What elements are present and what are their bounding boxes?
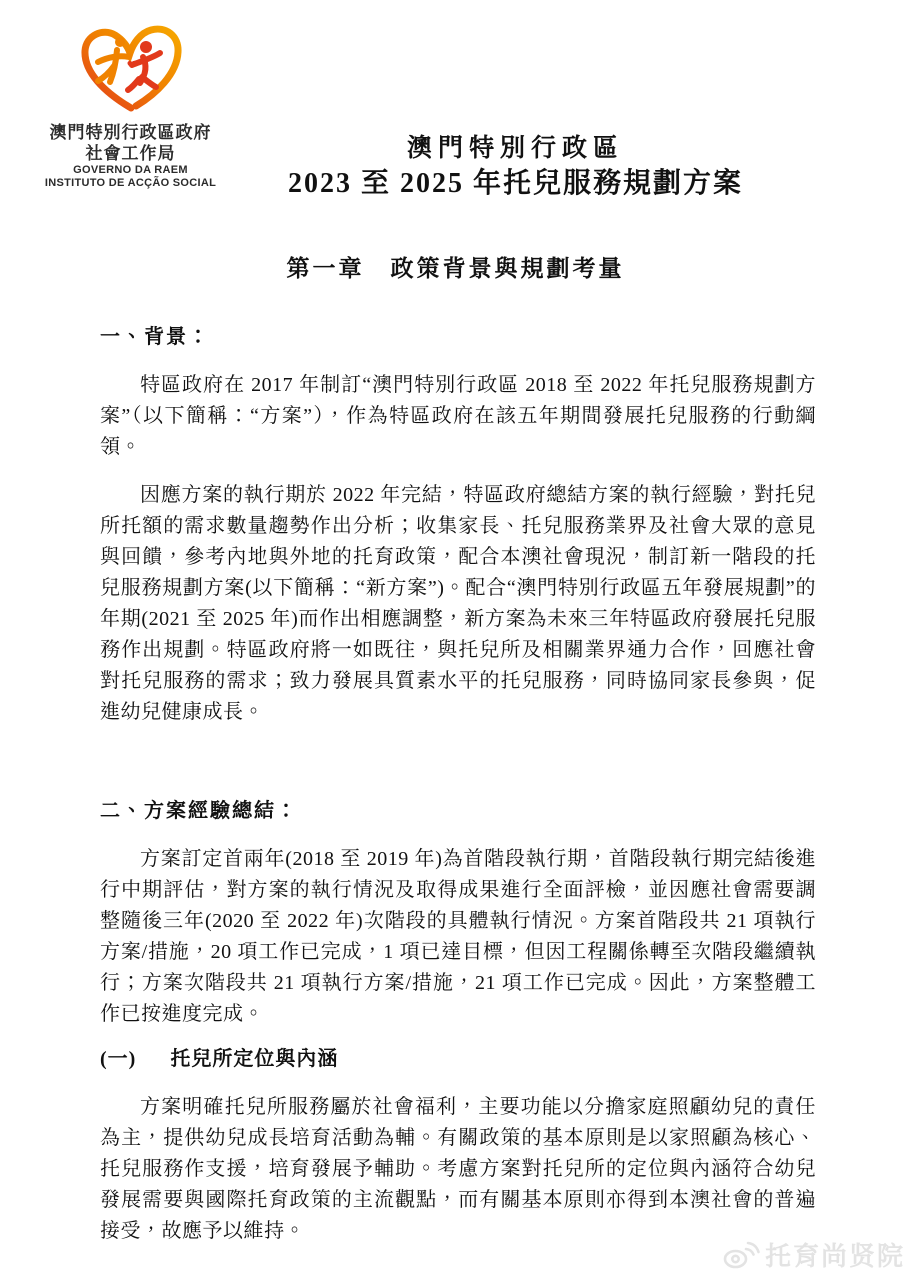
subsection1-marker: (一)	[100, 1048, 137, 1070]
watermark-text: 托育尚贤院	[764, 1241, 905, 1271]
document-title-line2: 2023 至 2025 年托兒服務規劃方案	[287, 168, 743, 199]
subsection1-title: 托兒所定位與內涵	[170, 1048, 339, 1070]
org-name-zh-line1: 澳門特別行政區政府	[49, 123, 212, 142]
chapter-heading: 第一章 政策背景與規劃考量	[286, 256, 625, 281]
weibo-icon	[722, 1239, 760, 1270]
org-name-pt-line2: INSTITUTO DE ACÇÃO SOCIAL	[44, 177, 217, 189]
ias-heart-logo-icon	[70, 20, 192, 116]
section2-paragraph-1: 方案訂定首兩年(2018 至 2019 年)為首階段執行期，首階段執行期完結後進行中期評估，對方案的執行情況及取得成果進行全面評檢，並因應社會需要調整隨後三年(2020 至 2022 年)次階段的具體執行情況。方案首階段共 21 項執行方案/措施，20 項工作已完成，1 項已達目標，但因工程關係轉至次階段繼續執行；方案次階段共 21 項執行方案/措施，21 項工作已完成。因此，方案整體工作已按進度完成。	[100, 848, 816, 1025]
section1-paragraph-2: 因應方案的執行期於 2022 年完結，特區政府總結方案的執行經驗，對托兒所托額的需求數量趨勢作出分析；收集家長、托兒服務業界及社會大眾的意見與回饋，參考內地與外地的托育政策，配合本澳社會現況，制訂新一階段的托兒服務規劃方案(以下簡稱：“新方案”)。配合“澳門特別行政區五年發展規劃”的年期(2021 至 2025 年)而作出相應調整，新方案為未來三年特區政府發展托兒服務作出規劃。特區政府將一如既往，與托兒所及相關業界通力合作，回應社會對托兒服務的需求；致力發展具質素水平的托兒服務，同時協同家長參與，促進幼兒健康成長。	[100, 484, 816, 723]
document-body	[100, 322, 816, 1247]
document-title	[180, 132, 851, 202]
watermark	[722, 1236, 905, 1273]
subsection1-heading	[100, 1044, 816, 1075]
document-title-line1: 澳門特別行政區	[406, 135, 624, 162]
section1-heading: 一、背景：	[100, 326, 210, 348]
org-name-pt-line1: GOVERNO DA RAEM	[73, 164, 188, 176]
org-name-zh-line2: 社會工作局	[85, 144, 176, 163]
subsection1-paragraph-1: 方案明確托兒所服務屬於社會福利，主要功能以分擔家庭照顧幼兒的責任為主，提供幼兒成長培育活動為輔。有關政策的基本原則是以家照顧為核心、托兒服務作支援，培育發展予輔助。考慮方案對托兒所的定位與內涵符合幼兒發展需要與國際托育政策的主流觀點，而有關基本原則亦得到本澳社會的普遍接受，故應予以維持。	[100, 1096, 816, 1242]
section1-paragraph-1: 特區政府在 2017 年制訂“澳門特別行政區 2018 至 2022 年托兒服務規劃方案”（以下簡稱：“方案”），作為特區政府在該五年期間發展托兒服務的行動綱領。	[100, 374, 816, 458]
section2-heading: 二、方案經驗總結：	[100, 800, 298, 822]
